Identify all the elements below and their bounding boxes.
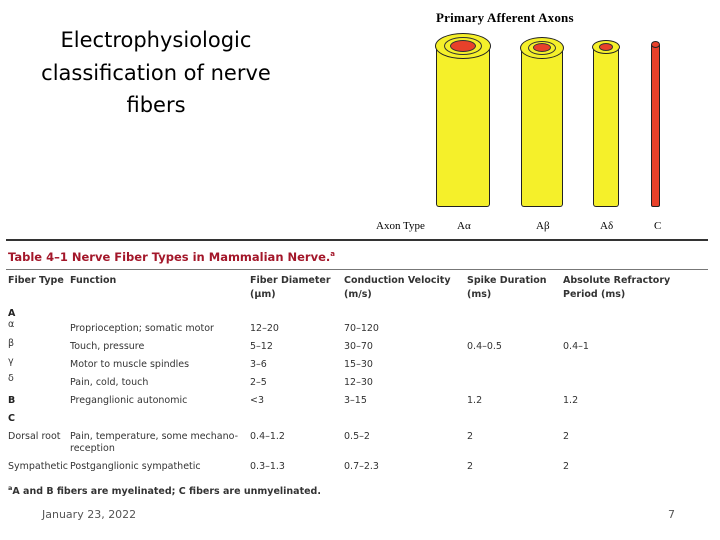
cell-fiber-type: C [8, 413, 15, 424]
cell-diameter: 0.4–1.2 [250, 431, 285, 442]
cell-spike: 2 [467, 461, 474, 472]
table-caption-text: Table 4–1 Nerve Fiber Types in Mammalian Nerve. [8, 250, 331, 264]
header-fiber-type: Fiber Type [8, 275, 64, 286]
cell-fiber-type: γ [8, 356, 14, 367]
axon-label-a-alpha: Aα [457, 220, 471, 232]
cell-fiber-type: δ [8, 373, 14, 384]
cell-fiber-type: α [8, 319, 15, 330]
cell-velocity: 0.7–2.3 [344, 461, 379, 472]
table-footnote [8, 484, 321, 497]
figure-title: Primary Afferent Axons [436, 10, 574, 25]
axon-label-c: C [654, 220, 662, 232]
cell-diameter: 12–20 [250, 323, 279, 334]
cell-diameter: 5–12 [250, 341, 273, 352]
cell-refractory: 2 [563, 461, 570, 472]
header-fiber-diameter: Fiber Diameter (μm) [250, 275, 331, 300]
cell-function: Touch, pressure [70, 341, 145, 352]
cell-function: Pain, cold, touch [70, 377, 149, 388]
cell-diameter: <3 [250, 395, 265, 406]
cell-fiber-type: Sympathetic [8, 461, 68, 472]
cell-refractory: 2 [563, 431, 570, 442]
cell-velocity: 70–120 [344, 323, 379, 334]
cell-velocity: 3–15 [344, 395, 367, 406]
cell-fiber-type: B [8, 395, 16, 406]
cell-function: Proprioception; somatic motor [70, 323, 214, 334]
header-spike-duration: Spike Duration (ms) [467, 275, 547, 300]
cell-velocity: 0.5–2 [344, 431, 370, 442]
nerve-fiber-table [6, 239, 708, 497]
axon-label-a-delta: Aδ [600, 220, 614, 232]
cell-spike: 2 [467, 431, 474, 442]
axon-label-a-beta: Aβ [536, 220, 550, 232]
cell-spike: 0.4–0.5 [467, 341, 502, 352]
page-number: 7 [668, 508, 675, 521]
slide-date: January 23, 2022 [42, 508, 137, 521]
slide-title: Electrophysiologic classification of nerve fibers [41, 28, 271, 118]
footnote-sup: a [8, 484, 13, 492]
cell-function: Preganglionic autonomic [70, 395, 188, 406]
cell-function: Postganglionic sympathetic [70, 461, 201, 472]
cell-spike: 1.2 [467, 395, 483, 406]
cell-velocity: 30–70 [344, 341, 373, 352]
table-caption [8, 250, 335, 264]
header-refractory-period: Absolute Refractory Period (ms) [563, 275, 671, 300]
cell-refractory: 0.4–1 [563, 341, 589, 352]
header-function: Function [70, 275, 117, 286]
cell-velocity: 15–30 [344, 359, 373, 370]
cell-function: Pain, temperature, some mechano-reception [70, 431, 239, 454]
cell-fiber-type: β [8, 338, 15, 349]
cell-diameter: 0.3–1.3 [250, 461, 285, 472]
axon-type-label: Axon Type [376, 220, 425, 232]
cell-fiber-type: Dorsal root [8, 431, 61, 442]
table-caption-sup: a [330, 250, 336, 259]
header-rule [6, 269, 708, 270]
cell-diameter: 3–6 [250, 359, 267, 370]
cell-diameter: 2–5 [250, 377, 267, 388]
cell-function: Motor to muscle spindles [70, 359, 190, 370]
cell-refractory: 1.2 [563, 395, 579, 406]
header-conduction-velocity: Conduction Velocity (m/s) [344, 275, 451, 300]
cell-fiber-type: A [8, 308, 16, 319]
footnote-text: A and B fibers are myelinated; C fibers are unmyelinated. [12, 486, 321, 498]
cell-velocity: 12–30 [344, 377, 373, 388]
